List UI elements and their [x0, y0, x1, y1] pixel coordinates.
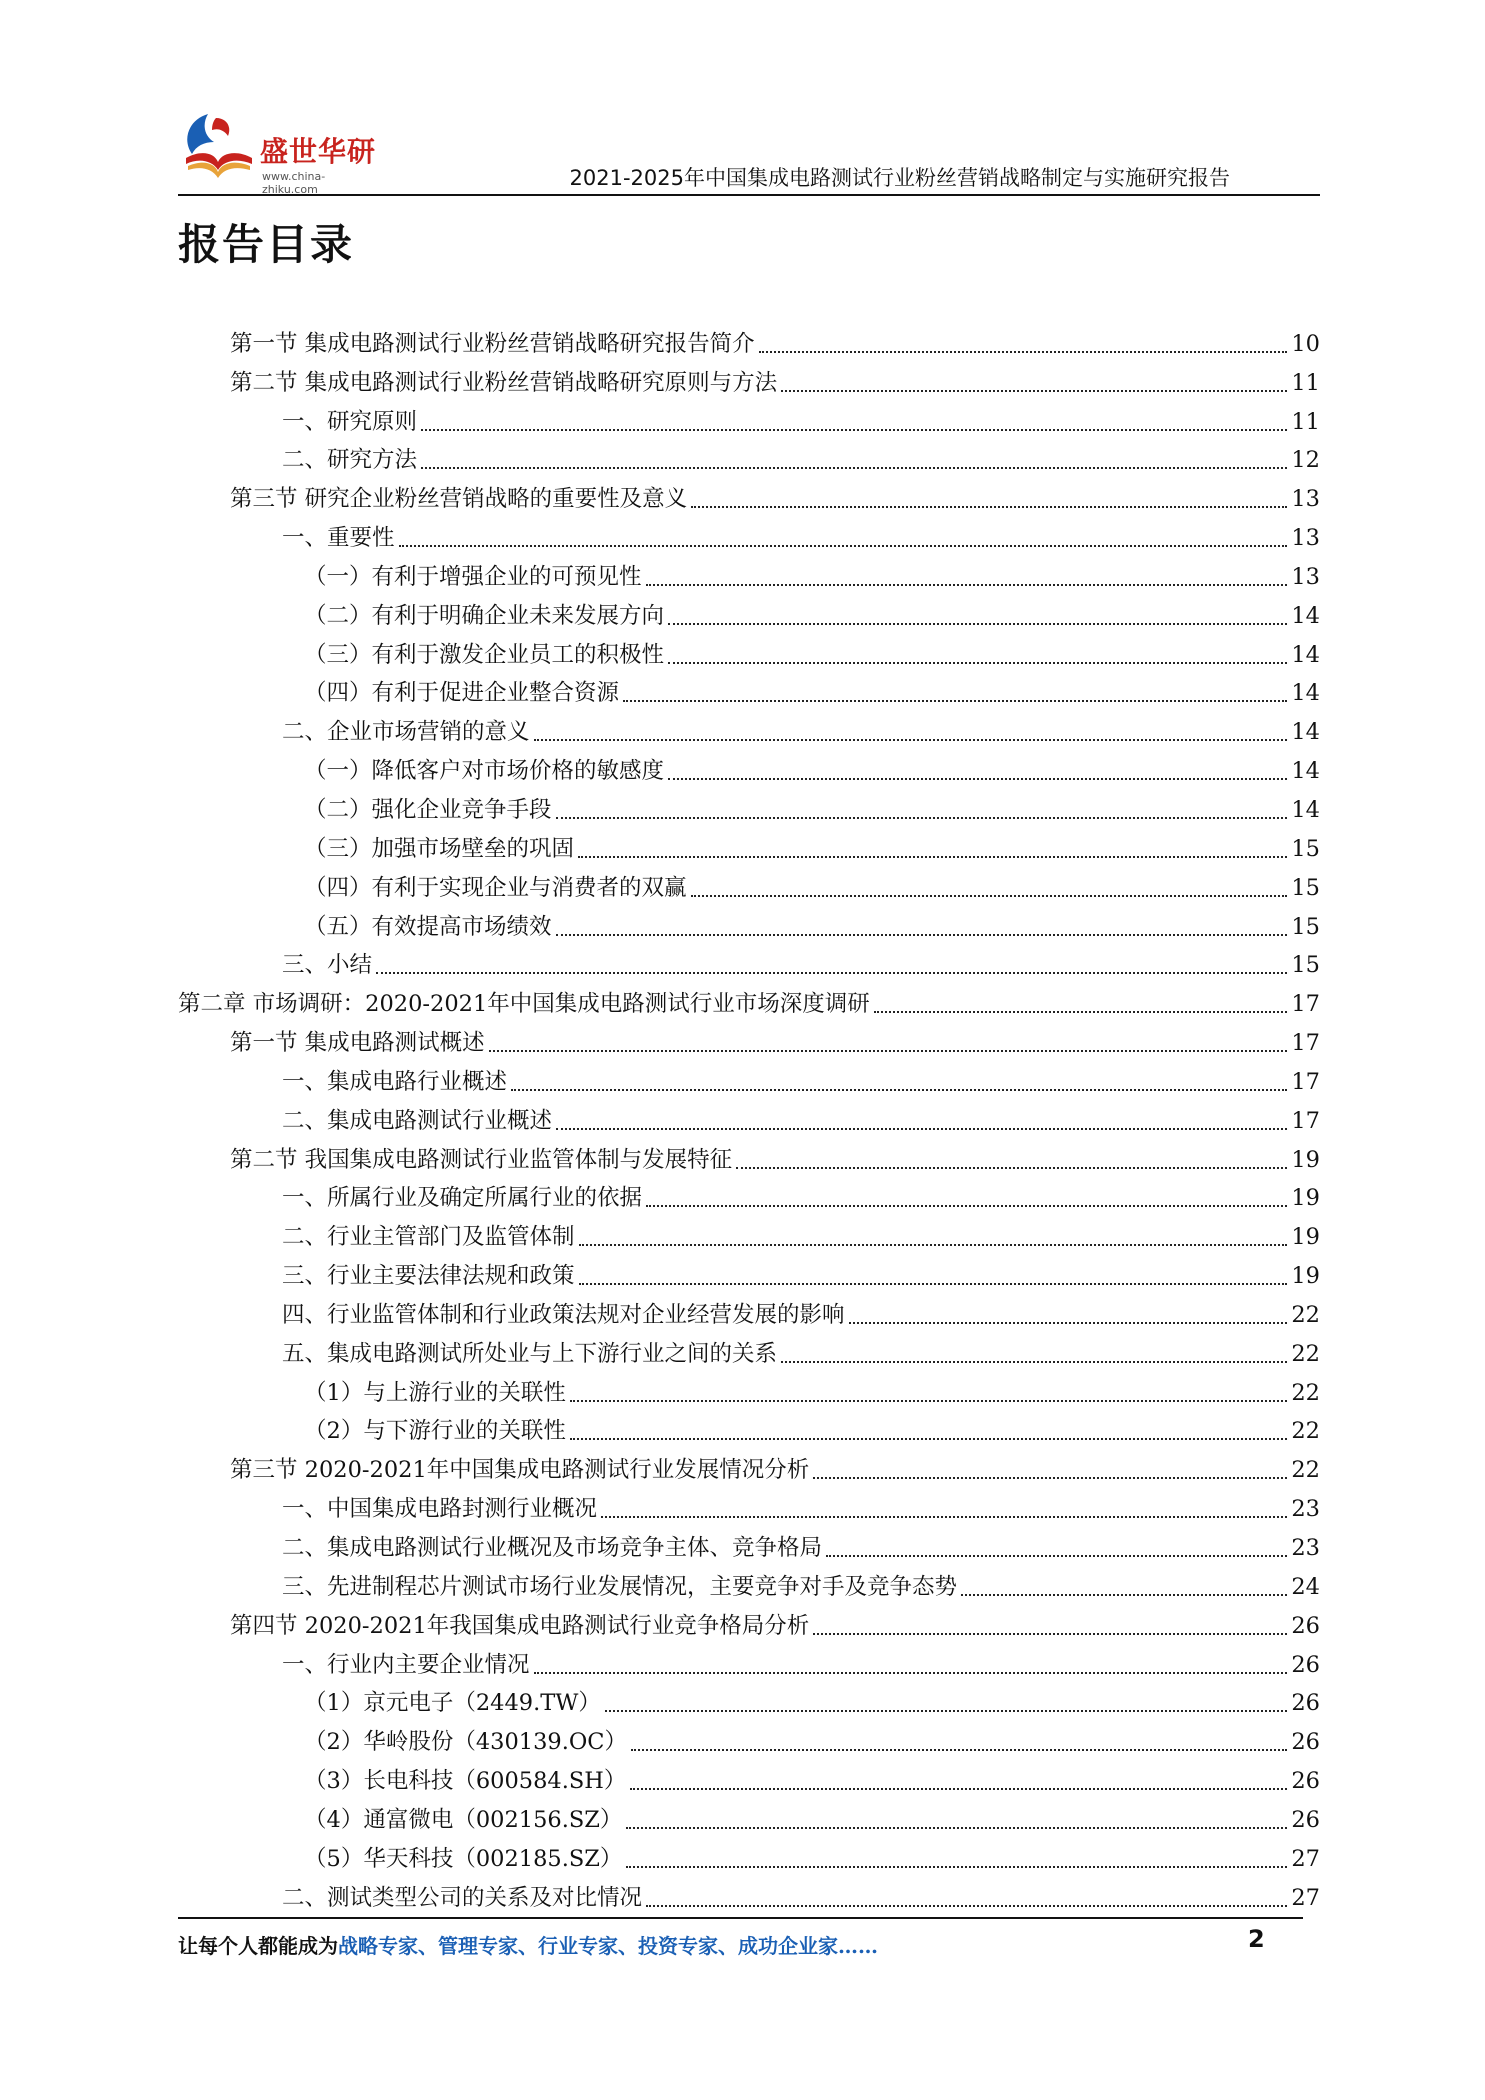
toc-entry-page: 19 [1291, 1263, 1320, 1290]
toc-entry[interactable] [178, 946, 1320, 985]
toc-entry[interactable] [178, 1101, 1320, 1140]
toc-entry-page: 22 [1291, 1340, 1320, 1367]
toc-entry[interactable] [178, 1839, 1320, 1878]
toc-entry-page: 24 [1291, 1573, 1320, 1600]
toc-dot-leader [421, 467, 1287, 469]
toc-entry[interactable] [178, 1761, 1320, 1800]
toc-entry-page: 14 [1291, 680, 1320, 707]
toc-entry-page: 17 [1291, 1107, 1320, 1134]
toc-entry[interactable] [178, 635, 1320, 674]
page-number: 2 [1248, 1925, 1265, 1953]
toc-entry-title: 二、集成电路测试行业概述 [282, 1107, 553, 1134]
toc-entry[interactable] [178, 1295, 1320, 1334]
toc-dot-leader [626, 1827, 1287, 1829]
toc-dot-leader [691, 895, 1288, 897]
toc-dot-leader [736, 1167, 1287, 1169]
toc-dot-leader [646, 1205, 1287, 1207]
toc-entry-page: 14 [1291, 641, 1320, 668]
toc-entry-title: 第二节 集成电路测试行业粉丝营销战略研究原则与方法 [230, 369, 778, 396]
toc-entry-title: 一、重要性 [282, 525, 395, 552]
toc-entry-page: 14 [1291, 758, 1320, 785]
toc-entry-page: 17 [1291, 1068, 1320, 1095]
toc-entry[interactable] [178, 363, 1320, 402]
toc-entry[interactable] [178, 1023, 1320, 1062]
toc-entry[interactable] [178, 1334, 1320, 1373]
logo-text: 盛世华研 [260, 135, 377, 168]
footer-slogan [178, 1930, 878, 1959]
toc-entry-page: 14 [1291, 719, 1320, 746]
toc-entry-page: 13 [1291, 563, 1320, 590]
toc-entry[interactable] [178, 1450, 1320, 1489]
toc-entry-title: 一、所属行业及确定所属行业的依据 [282, 1185, 643, 1212]
toc-entry-page: 23 [1291, 1496, 1320, 1523]
toc-entry-title: 第一节 集成电路测试概述 [230, 1030, 485, 1057]
toc-entry-page: 27 [1291, 1845, 1320, 1872]
toc-entry[interactable] [178, 479, 1320, 518]
toc-dot-leader [489, 1050, 1288, 1052]
toc-entry-title: （一）降低客户对市场价格的敏感度 [304, 758, 665, 785]
toc-entry-page: 15 [1291, 913, 1320, 940]
toc-entry-title: （5）华天科技（002185.SZ） [304, 1845, 623, 1872]
toc-entry-page: 17 [1291, 991, 1320, 1018]
toc-entry[interactable] [178, 1684, 1320, 1723]
toc-dot-leader [813, 1633, 1287, 1635]
toc-entry-page: 19 [1291, 1224, 1320, 1251]
toc-entry-page: 10 [1291, 330, 1320, 357]
toc-entry-title: （3）长电科技（600584.SH） [304, 1768, 627, 1795]
toc-entry-title: （四）有利于实现企业与消费者的双赢 [304, 874, 687, 901]
toc-entry-page: 22 [1291, 1457, 1320, 1484]
toc-entry-page: 26 [1291, 1690, 1320, 1717]
toc-entry-title: 二、企业市场营销的意义 [282, 719, 530, 746]
toc-entry[interactable] [178, 1179, 1320, 1218]
toc-entry-title: 第三节 研究企业粉丝营销战略的重要性及意义 [230, 486, 688, 513]
toc-entry-title: 一、中国集成电路封测行业概况 [282, 1496, 598, 1523]
toc-entry-title: （四）有利于促进企业整合资源 [304, 680, 620, 707]
toc-entry[interactable] [178, 1373, 1320, 1412]
toc-entry-title: 二、测试类型公司的关系及对比情况 [282, 1884, 643, 1911]
toc-dot-leader [605, 1710, 1287, 1712]
toc-entry[interactable] [178, 1606, 1320, 1645]
toc-entry-page: 23 [1291, 1535, 1320, 1561]
toc-entry-title: （1）京元电子（2449.TW） [304, 1690, 601, 1717]
toc-dot-leader [630, 1788, 1287, 1790]
toc-entry[interactable] [178, 324, 1320, 363]
toc-entry-title: （4）通富微电（002156.SZ） [304, 1806, 623, 1833]
toc-entry[interactable] [178, 790, 1320, 829]
toc-entry-title: 第二章 市场调研：2020-2021年中国集成电路测试行业市场深度调研 [178, 991, 870, 1018]
toc-entry[interactable] [178, 674, 1320, 713]
toc-entry[interactable] [178, 1528, 1320, 1567]
toc-dot-leader [646, 584, 1288, 586]
toc-entry-page: 13 [1291, 525, 1320, 552]
toc-dot-leader [570, 1400, 1288, 1402]
toc-entry-title: （三）有利于激发企业员工的积极性 [304, 641, 665, 668]
toc-dot-leader [826, 1555, 1287, 1557]
toc-entry-title: 二、集成电路测试行业概况及市场竞争主体、竞争格局 [282, 1535, 823, 1561]
toc-entry-page: 26 [1291, 1768, 1320, 1795]
toc-dot-leader [421, 429, 1287, 431]
toc-entry-title: 一、研究原则 [282, 408, 418, 435]
toc-entry-title: （三）加强市场壁垒的巩固 [304, 835, 575, 862]
header-title: 2021-2025年中国集成电路测试行业粉丝营销战略制定与实施研究报告 [569, 166, 1230, 190]
toc-entry-title: 三、行业主要法律法规和政策 [282, 1263, 575, 1290]
toc-entry[interactable] [178, 441, 1320, 480]
toc-entry-page: 22 [1291, 1301, 1320, 1328]
toc-entry-title: 一、行业内主要企业情况 [282, 1651, 530, 1678]
toc-entry-page: 26 [1291, 1729, 1320, 1756]
toc-dot-leader [556, 817, 1288, 819]
toc-dot-leader [668, 623, 1287, 625]
toc-dot-leader [556, 934, 1288, 936]
toc-entry[interactable] [178, 1489, 1320, 1528]
toc-dot-leader [781, 1361, 1287, 1363]
toc-entry[interactable] [178, 712, 1320, 751]
toc-entry-page: 19 [1291, 1185, 1320, 1212]
toc-entry-page: 26 [1291, 1806, 1320, 1833]
toc-dot-leader [578, 856, 1287, 858]
toc-dot-leader [623, 700, 1287, 702]
toc-entry-title: 三、先进制程芯片测试市场行业发展情况，主要竞争对手及竞争态势 [282, 1573, 958, 1600]
toc-entry-page: 17 [1291, 1030, 1320, 1057]
toc-entry-page: 27 [1291, 1884, 1320, 1911]
toc-entry[interactable] [178, 984, 1320, 1023]
toc-entry-page: 15 [1291, 835, 1320, 862]
toc-dot-leader [511, 1089, 1287, 1091]
toc-entry-title: 第一节 集成电路测试行业粉丝营销战略研究报告简介 [230, 330, 755, 357]
toc-entry[interactable] [178, 1567, 1320, 1606]
toc-dot-leader [534, 1672, 1288, 1674]
toc-dot-leader [961, 1594, 1287, 1596]
toc-entry-page: 15 [1291, 874, 1320, 901]
toc-entry[interactable] [178, 402, 1320, 441]
toc-entry-page: 13 [1291, 486, 1320, 513]
toc-entry-title: （一）有利于增强企业的可预见性 [304, 563, 642, 590]
toc-entry[interactable] [178, 1140, 1320, 1179]
footer-highlight: 战略专家、管理专家、行业专家、投资专家、成功企业家…… [338, 1934, 878, 1958]
toc-entry-title: 二、研究方法 [282, 447, 418, 474]
toc-entry[interactable] [178, 868, 1320, 907]
toc-entry-title: 四、行业监管体制和行业政策法规对企业经营发展的影响 [282, 1301, 845, 1328]
toc-entry-page: 26 [1291, 1651, 1320, 1678]
toc-entry[interactable] [178, 518, 1320, 557]
page-title: 报告目录 [178, 220, 355, 269]
toc-dot-leader [556, 1128, 1287, 1130]
toc-dot-leader [691, 506, 1287, 508]
toc-entry[interactable] [178, 557, 1320, 596]
toc-entry-page: 14 [1291, 602, 1320, 629]
toc-entry-title: 第四节 2020-2021年我国集成电路测试行业竞争格局分析 [230, 1612, 810, 1639]
toc-entry-page: 11 [1291, 408, 1320, 435]
toc-entry[interactable] [178, 1217, 1320, 1256]
toc-entry[interactable] [178, 1800, 1320, 1839]
toc-entry-page: 14 [1291, 796, 1320, 823]
toc-dot-leader [668, 662, 1287, 664]
toc-entry-title: （2）华岭股份（430139.OC） [304, 1729, 628, 1756]
toc-dot-leader [626, 1866, 1287, 1868]
toc-dot-leader [376, 972, 1287, 974]
toc-entry-page: 15 [1291, 952, 1320, 979]
toc-entry-title: 五、集成电路测试所处业与上下游行业之间的关系 [282, 1340, 778, 1367]
toc-dot-leader [646, 1905, 1287, 1907]
toc-entry[interactable] [178, 1645, 1320, 1684]
toc-entry-page: 12 [1291, 447, 1320, 474]
toc-dot-leader [849, 1322, 1288, 1324]
toc-dot-leader [579, 1244, 1288, 1246]
toc-dot-leader [874, 1011, 1288, 1013]
toc-entry[interactable] [178, 1256, 1320, 1295]
toc-entry-page: 11 [1291, 369, 1320, 396]
toc-dot-leader [631, 1749, 1287, 1751]
toc-entry-title: （1）与上游行业的关联性 [304, 1379, 566, 1406]
toc-dot-leader [579, 1283, 1288, 1285]
toc-entry[interactable] [178, 751, 1320, 790]
table-of-contents [178, 324, 1320, 1917]
logo-url: www.china-zhiku.com [262, 170, 326, 196]
toc-entry-title: （五）有效提高市场绩效 [304, 913, 552, 940]
toc-entry[interactable] [178, 907, 1320, 946]
toc-entry[interactable] [178, 596, 1320, 635]
footer-prefix: 让每个人都能成为 [178, 1934, 338, 1958]
toc-entry-title: （2）与下游行业的关联性 [304, 1418, 566, 1445]
toc-entry-title: 第二节 我国集成电路测试行业监管体制与发展特征 [230, 1146, 733, 1173]
toc-dot-leader [570, 1438, 1288, 1440]
toc-entry[interactable] [178, 1722, 1320, 1761]
toc-dot-leader [668, 778, 1287, 780]
toc-dot-leader [781, 390, 1287, 392]
toc-entry-page: 26 [1291, 1612, 1320, 1639]
toc-entry[interactable] [178, 1062, 1320, 1101]
toc-entry[interactable] [178, 1412, 1320, 1451]
toc-entry-title: （二）有利于明确企业未来发展方向 [304, 602, 665, 629]
toc-dot-leader [759, 351, 1288, 353]
logo-emblem-icon [178, 106, 258, 186]
toc-entry-page: 19 [1291, 1146, 1320, 1173]
toc-entry-page: 22 [1291, 1379, 1320, 1406]
toc-dot-leader [813, 1477, 1287, 1479]
company-logo [178, 106, 378, 196]
header-divider [178, 194, 1320, 196]
footer-divider [178, 1917, 1303, 1919]
toc-entry-title: 二、行业主管部门及监管体制 [282, 1224, 575, 1251]
toc-entry[interactable] [178, 1878, 1320, 1917]
toc-entry-title: 三、小结 [282, 952, 373, 979]
toc-entry-title: （二）强化企业竞争手段 [304, 796, 552, 823]
toc-entry-page: 22 [1291, 1418, 1320, 1445]
toc-dot-leader [601, 1516, 1287, 1518]
toc-dot-leader [534, 739, 1288, 741]
toc-entry[interactable] [178, 829, 1320, 868]
toc-dot-leader [399, 545, 1288, 547]
page-header [178, 100, 1320, 196]
toc-entry-title: 一、集成电路行业概述 [282, 1068, 508, 1095]
toc-entry-title: 第三节 2020-2021年中国集成电路测试行业发展情况分析 [230, 1457, 810, 1484]
